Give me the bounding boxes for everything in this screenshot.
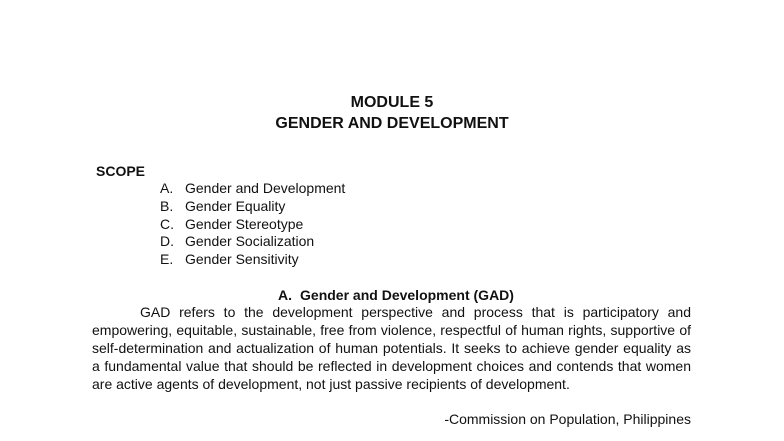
scope-item-letter: D. [160, 233, 174, 250]
gad-definition-paragraph: GAD refers to the development perspective and process that is participatory and empowering, equitable, sustainable, free from violence, respectful of human rights, supportive of self-determination and actualization of human potentials. It seeks to achieve gender equality as a fundamental value that should be reflected in development choices and contends that women are active agents of development, not just passive recipients of development. [92, 304, 691, 392]
scope-heading: SCOPE [96, 163, 146, 179]
scope-item-letter: B. [160, 197, 174, 214]
module-title: GENDER AND DEVELOPMENT [275, 115, 509, 132]
attribution: -Commission on Population, Philippines [444, 411, 691, 427]
section-a-letter: A. [278, 287, 293, 303]
scope-list [160, 180, 345, 269]
module-number: MODULE 5 [350, 94, 434, 111]
scope-item-gender-stereotype [160, 216, 345, 234]
scope-item-gender-and-development [160, 180, 345, 198]
scope-item-gender-socialization [160, 233, 345, 251]
scope-item-letter: E. [160, 251, 174, 268]
scope-item-gender-sensitivity [160, 251, 345, 269]
scope-item-label: Gender Equality [185, 197, 286, 214]
scope-item-label: Gender Stereotype [185, 215, 304, 232]
scope-item-letter: C. [160, 215, 174, 232]
scope-item-gender-equality [160, 198, 345, 216]
scope-item-label: Gender Sensitivity [185, 251, 299, 268]
scope-item-label: Gender Socialization [185, 233, 315, 250]
section-a-title: Gender and Development (GAD) [300, 287, 514, 303]
scope-item-label: Gender and Development [185, 180, 346, 196]
scope-item-letter: A. [160, 180, 174, 196]
section-a-heading [0, 286, 784, 304]
